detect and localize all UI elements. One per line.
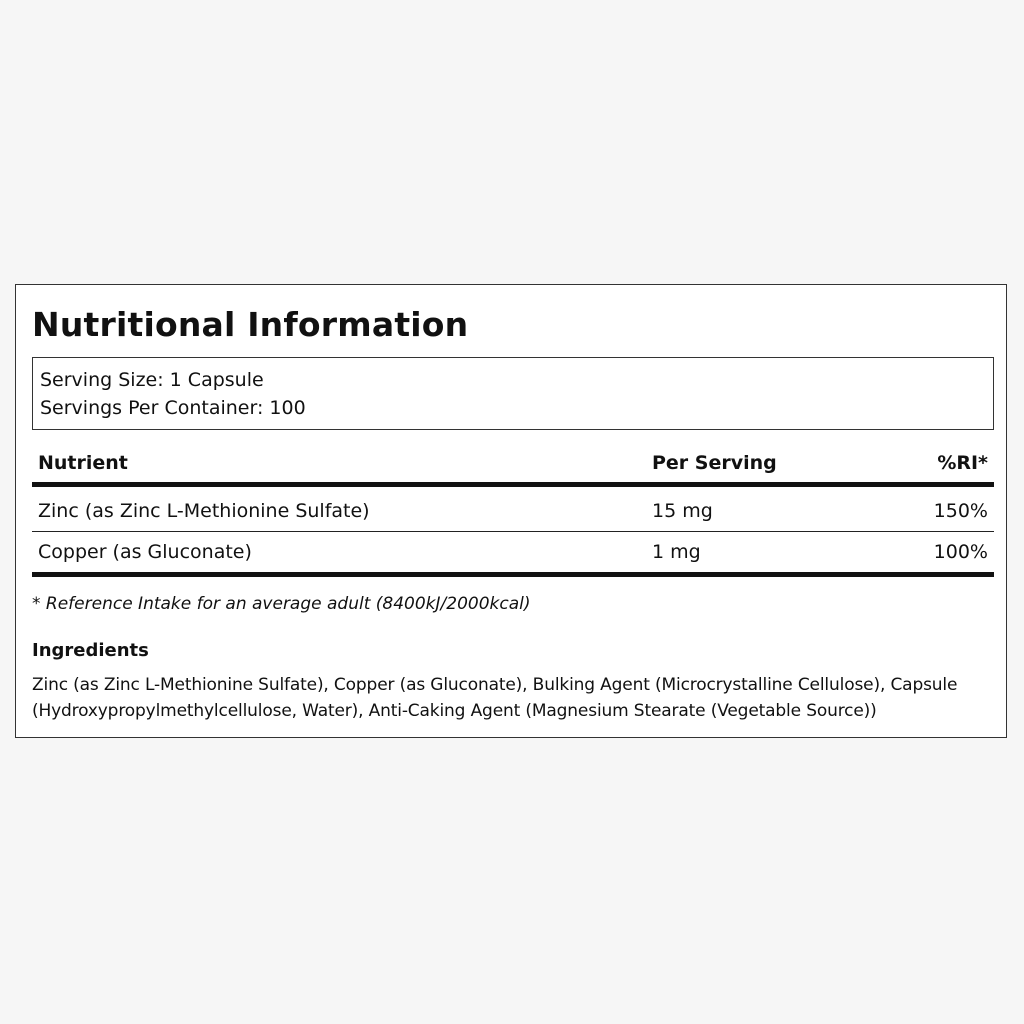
- nutrient-ri: 100%: [933, 541, 988, 563]
- header-nutrient: Nutrient: [38, 452, 128, 474]
- table-header-row: [32, 445, 994, 482]
- reference-intake-footnote: * Reference Intake for an average adult (8400kJ/2000kcal): [32, 594, 531, 614]
- nutrient-name: Zinc (as Zinc L-Methionine Sulfate): [38, 500, 370, 522]
- header-per-serving: Per Serving: [652, 452, 777, 474]
- header-ri: %RI*: [937, 452, 988, 474]
- serving-info-box: [32, 357, 994, 430]
- nutrient-ri: 150%: [933, 500, 988, 522]
- nutrient-name: Copper (as Gluconate): [38, 541, 252, 563]
- nutrient-amount: 15 mg: [652, 500, 713, 522]
- servings-per-container: Servings Per Container: 100: [40, 397, 306, 419]
- table-row: [32, 487, 994, 531]
- serving-size: Serving Size: 1 Capsule: [40, 369, 264, 391]
- nutrient-amount: 1 mg: [652, 541, 701, 563]
- nutrient-table: [32, 445, 994, 577]
- ingredients-heading: Ingredients: [32, 640, 149, 661]
- nutrition-panel: [15, 284, 1007, 738]
- ingredients-list: Zinc (as Zinc L-Methionine Sulfate), Copper (as Gluconate), Bulking Agent (Microcrystalline Cellulose), Capsule (Hydroxypropylmethylcellulose, Water), Anti-Caking Agent (Magnesium Stearate (Vegetable Source)): [32, 675, 958, 721]
- page-title: Nutritional Information: [32, 305, 469, 344]
- table-row: [32, 532, 994, 572]
- table-bottom-divider: [32, 572, 994, 577]
